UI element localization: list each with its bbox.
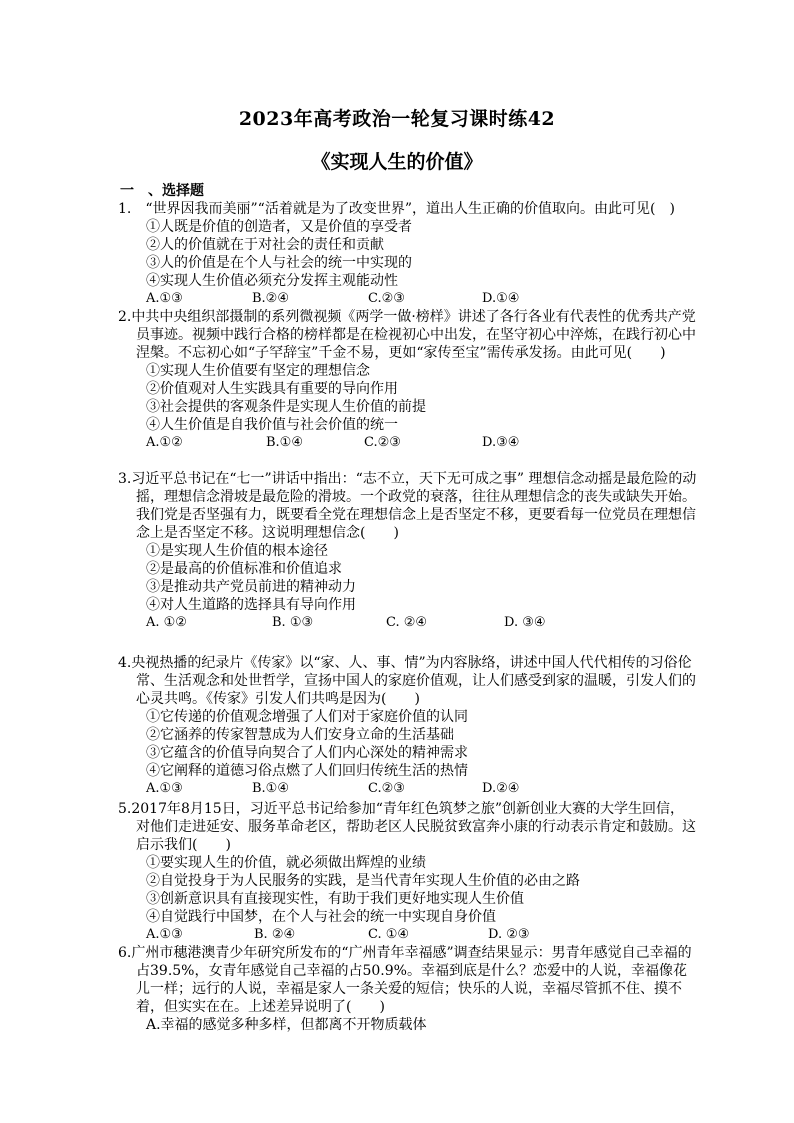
section-heading: 一 、选择题 xyxy=(120,183,204,199)
option-4: ④人生价值是自我价值与社会价值的统一 xyxy=(146,417,398,433)
choice-a: A.①② xyxy=(146,435,183,450)
choice-d: D. ③④ xyxy=(504,615,546,630)
option-2: ②是最高的价值标准和价值追求 xyxy=(146,561,342,577)
answer-choices xyxy=(118,434,698,452)
option-3: ③是推动共产党员前进的精神动力 xyxy=(146,579,356,595)
option-4: ④对人生道路的选择具有导向作用 xyxy=(146,597,356,613)
option-4: ④实现人生价值必须充分发挥主观能动性 xyxy=(146,273,398,289)
answer-choices xyxy=(118,780,698,798)
choice-b: B.①④ xyxy=(266,435,303,450)
choice-b: B.①④ xyxy=(252,781,289,796)
option-1: ①是实现人生价值的根本途径 xyxy=(146,543,328,559)
choice-b: B.②④ xyxy=(252,291,289,306)
option-1: ①它传递的价值观念增强了人们对于家庭价值的认同 xyxy=(146,709,468,725)
choice-b: B. ①③ xyxy=(272,615,314,630)
choice-d: D. ②③ xyxy=(488,927,530,942)
question-stem: 5.2017年8月15日，习近平总书记给参加“青年红色筑梦之旅”创新创业大赛的大学生回信，对他们走进延安、服务革命老区，帮助老区人民脱贫致富奔小康的行动表示肯定和鼓励。这启示我们( ) xyxy=(118,801,696,853)
choice-d: D.③④ xyxy=(482,435,520,450)
option-2: ②自觉投身于为人民服务的实践，是当代青年实现人生价值的必由之路 xyxy=(146,873,580,889)
question-2 xyxy=(118,308,698,452)
choice-a: A.①③ xyxy=(146,291,183,306)
option-1: ①实现人生价值要有坚定的理想信念 xyxy=(146,363,370,379)
option-a: A.幸福的感觉多种多样，但都离不开物质载体 xyxy=(146,1017,427,1033)
document-title: 2023年高考政治一轮复习课时练42 xyxy=(238,108,556,130)
question-stem: 4.央视热播的纪录片《传家》以“家、人、事、情”为内容脉络，讲述中国人代代相传的习俗伦常、生活观念和处世哲学，宣扬中国人的家庭价值观，让人们感受到家的温暖，引发人们的心灵共鸣。《传家》引发人们共鸣是因为( ) xyxy=(118,655,696,707)
option-3: ③它蕴含的价值导向契合了人们内心深处的精神需求 xyxy=(146,745,468,761)
option-2: ②它涵养的传家智慧成为人们安身立命的生活基础 xyxy=(146,727,454,743)
document-subtitle: 《实现人生的价值》 xyxy=(311,151,483,173)
choice-a: A.①③ xyxy=(146,927,183,942)
option-1: ①要实现人生的价值，就必须做出辉煌的业绩 xyxy=(146,855,426,871)
choice-d: D.①④ xyxy=(482,291,520,306)
answer-choices xyxy=(118,290,698,308)
choice-c: C. ②④ xyxy=(386,615,428,630)
choice-b: B. ②④ xyxy=(254,927,296,942)
question-5 xyxy=(118,800,698,944)
option-1: ①人既是价值的创造者，又是价值的享受者 xyxy=(146,219,412,235)
choice-d: D.②④ xyxy=(482,781,520,796)
option-3: ③人的价值是在个人与社会的统一中实现的 xyxy=(146,255,412,271)
answer-choices xyxy=(118,926,698,944)
option-4: ④它阐释的道德习俗点燃了人们回归传统生活的热情 xyxy=(146,763,468,779)
answer-choices xyxy=(118,614,698,632)
option-3: ③社会提供的客观条件是实现人生价值的前提 xyxy=(146,399,426,415)
question-1 xyxy=(118,200,698,308)
choice-a: A. ①② xyxy=(146,615,187,630)
question-6 xyxy=(118,944,698,1034)
question-stem: 3.习近平总书记在“七一”讲话中指出：“志不立，天下无可成之事” 理想信念动摇是最危险的动摇，理想信念滑坡是最危险的滑坡。一个政党的衰落，往往从理想信念的丧失或缺失开始。我们党是否坚强有力，既要看全党在理想信念上是否坚定不移，更要看每一位党员在理想信念上是否坚定不移。这说明理想信念( ) xyxy=(118,471,697,541)
choice-a: A.①③ xyxy=(146,781,183,796)
choice-c: C.②③ xyxy=(364,435,401,450)
question-stem: 6.广州市穗港澳青少年研究所发布的“广州青年幸福感”调查结果显示：男青年感觉自己幸福的占39.5%，女青年感觉自己幸福的占50.9%。幸福到底是什么？恋爱中的人说，幸福像花儿一样；远行的人说，幸福是家人一条关爱的短信；快乐的人说，幸福尽管抓不住、摸不着，但实实在在。上述差异说明了( ) xyxy=(118,945,692,1015)
option-3: ③创新意识具有直接现实性，有助于我们更好地实现人生价值 xyxy=(146,891,524,907)
choice-c: C.②③ xyxy=(368,781,405,796)
option-2: ②价值观对人生实践具有重要的导向作用 xyxy=(146,381,398,397)
question-stem: 1. “世界因我而美丽”“活着就是为了改变世界”，道出人生正确的价值取向。由此可见( ) xyxy=(118,201,675,217)
question-4 xyxy=(118,654,698,798)
question-3 xyxy=(118,470,698,632)
choice-c: C. ①④ xyxy=(368,927,410,942)
question-stem: 2.中共中央组织部摄制的系列微视频《两学一做·榜样》讲述了各行各业有代表性的优秀共产党员事迹。视频中践行合格的榜样都是在检视初心中出发，在坚守初心中淬炼，在践行初心中涅槃。不忘初心如“子罕辞宝”千金不易，更如“家传至宝”需传承发扬。由此可见( ) xyxy=(118,309,696,361)
choice-c: C.②③ xyxy=(368,291,405,306)
option-2: ②人的价值就在于对社会的责任和贡献 xyxy=(146,237,384,253)
option-4: ④自觉践行中国梦，在个人与社会的统一中实现自身价值 xyxy=(146,909,496,925)
